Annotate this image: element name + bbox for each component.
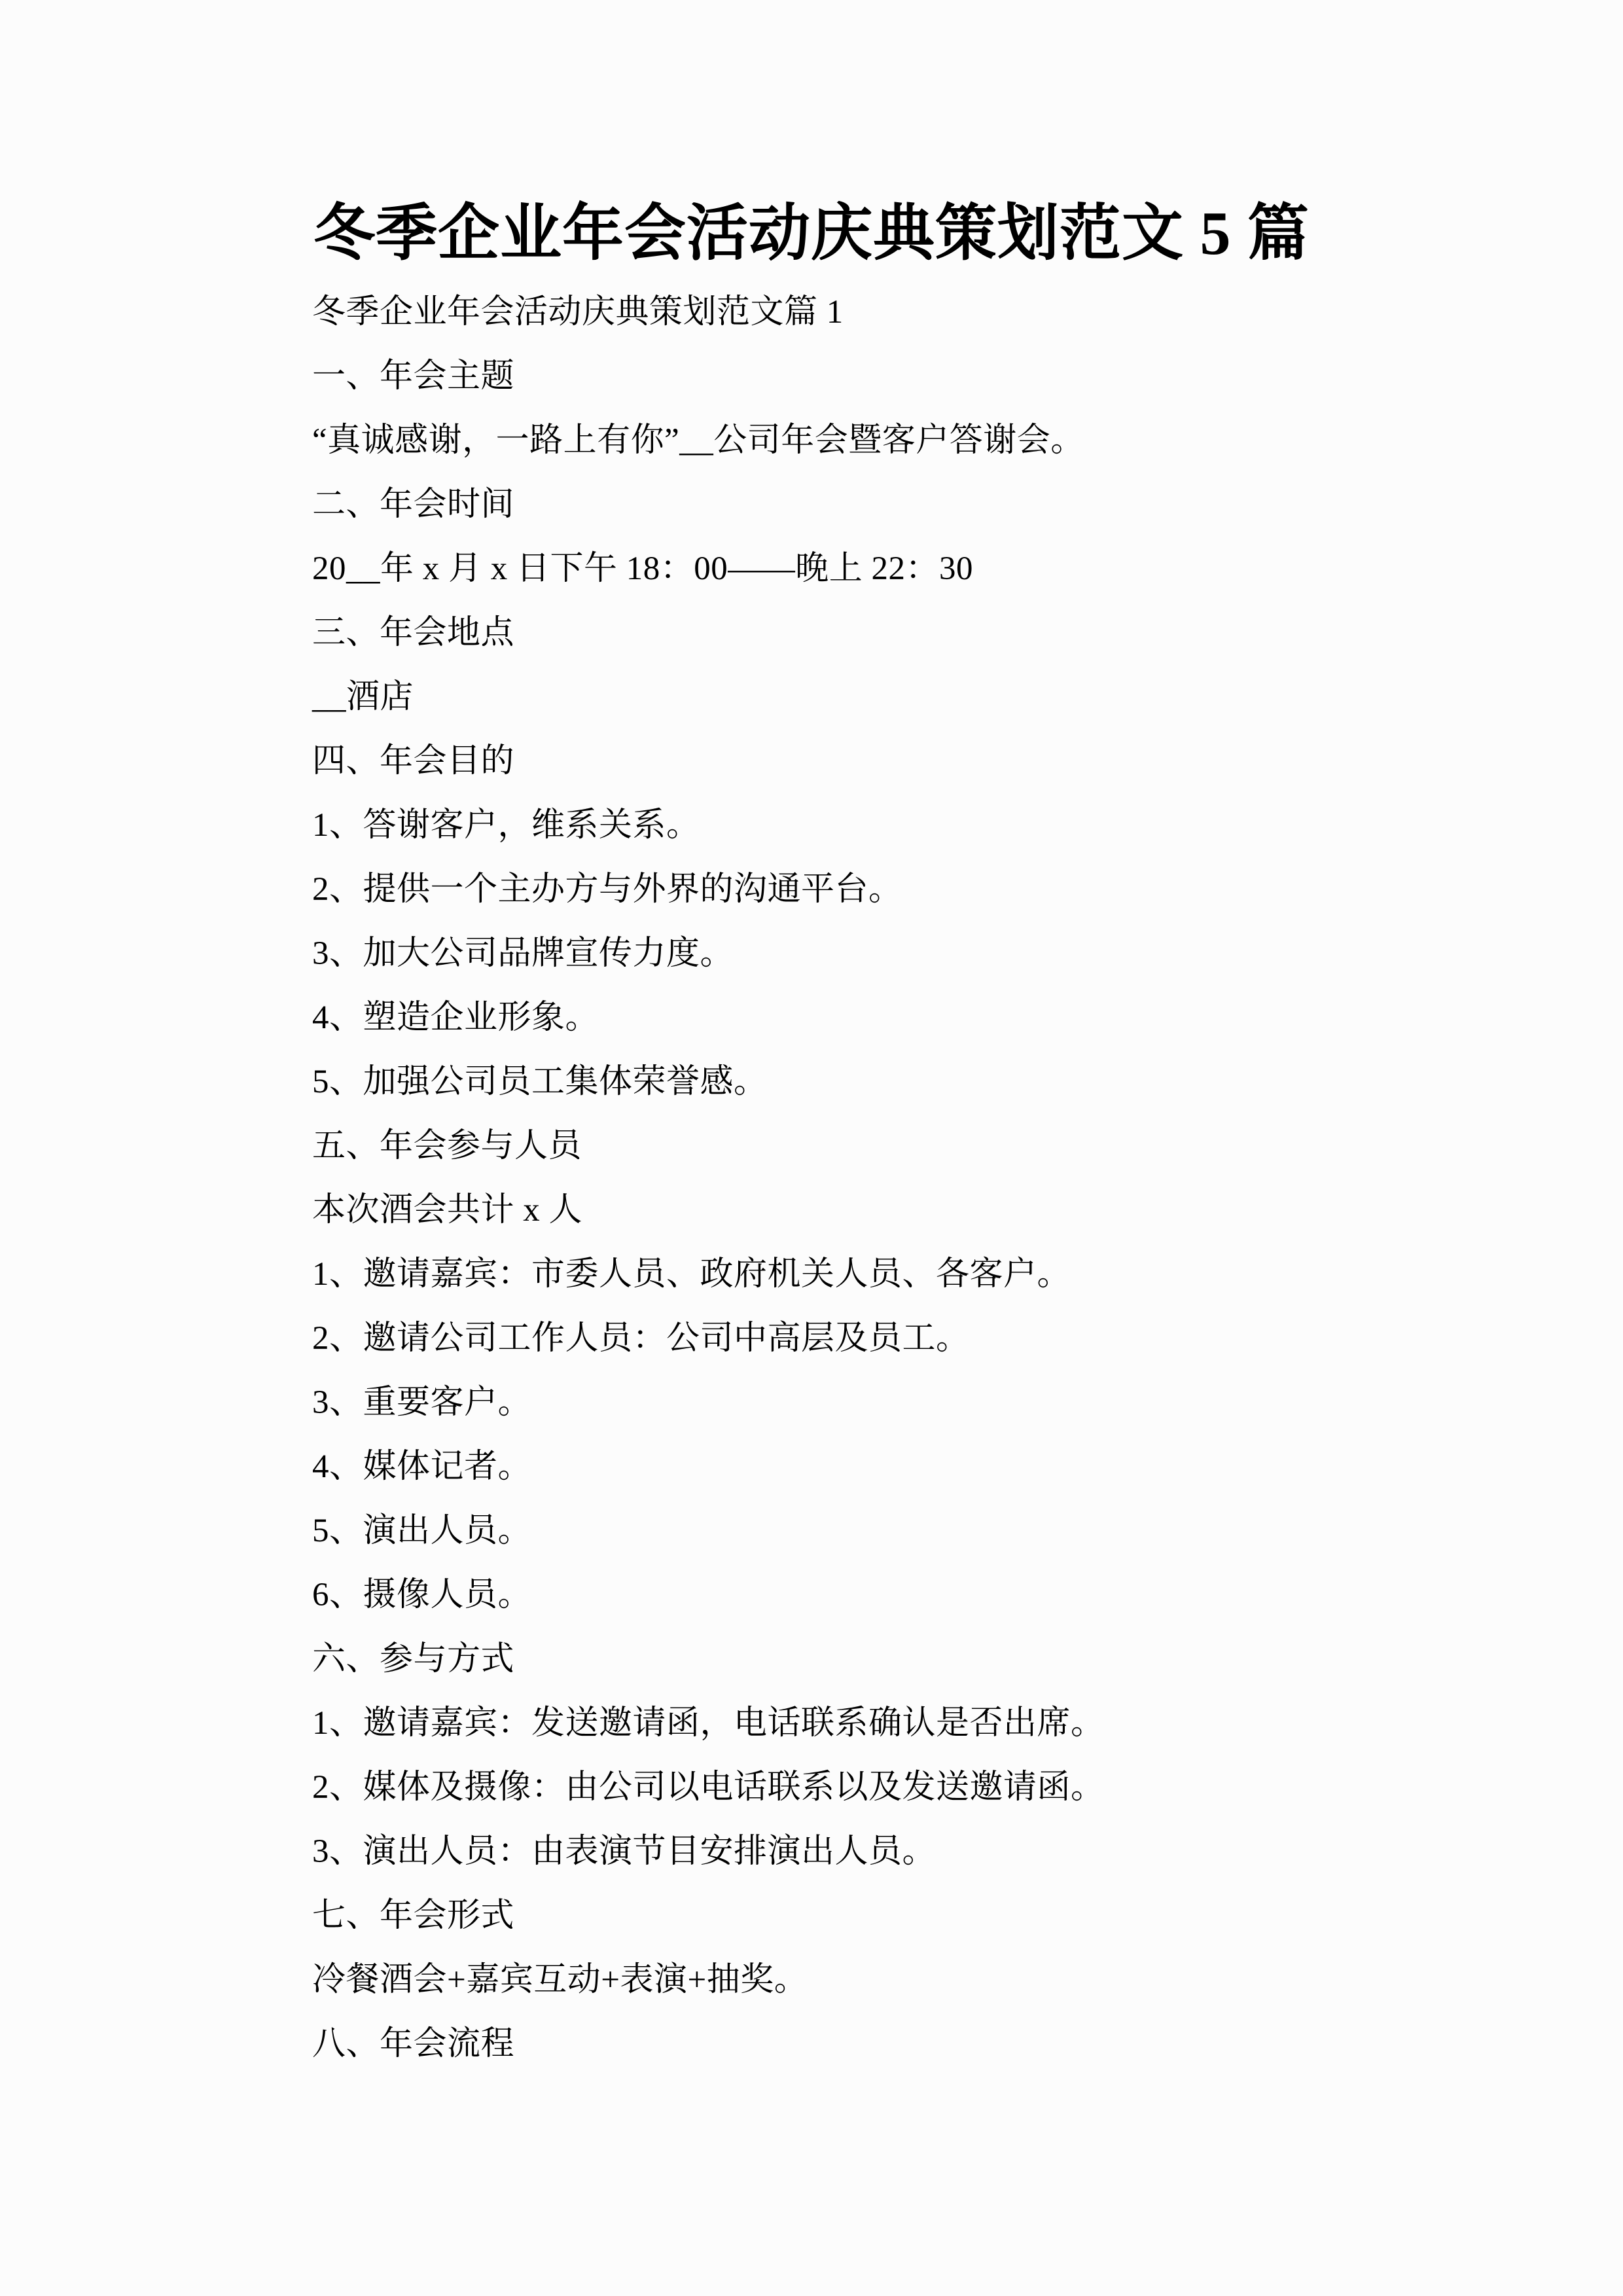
paragraph-line: 4、媒体记者。 [312,1448,532,1485]
paragraph-line: 1、答谢客户，维系关系。 [312,807,700,844]
document-title: 冬季企业年会活动庆典策划范文 5 篇 [313,200,1310,268]
paragraph-line: 6、摄像人员。 [312,1577,532,1613]
paragraph-line: __酒店 [312,679,414,715]
paragraph-line: 2、媒体及摄像：由公司以电话联系以及发送邀请函。 [312,1769,1105,1806]
paragraph-line: 1、邀请嘉宾：发送邀请函，电话联系确认是否出席。 [312,1705,1105,1742]
paragraph-line: 四、年会目的 [312,743,515,780]
paragraph-line: 20__年 x 月 x 日下午 18：00——晚上 22：30 [312,550,974,587]
paragraph-line: 三、年会地点 [312,615,515,651]
paragraph-line: 五、年会参与人员 [312,1128,582,1164]
paragraph-line: 冬季企业年会活动庆典策划范文篇 1 [312,294,844,331]
paragraph-line: 六、参与方式 [312,1641,515,1677]
paragraph-line: “真诚感谢，一路上有你”__公司年会暨客户答谢会。 [312,422,1084,459]
paragraph-line: 八、年会流程 [312,2026,515,2062]
paragraph-line: 冷餐酒会+嘉宾互动+表演+抽奖。 [312,1962,808,1998]
paragraph-line: 2、提供一个主办方与外界的沟通平台。 [312,871,902,908]
paragraph-line: 一、年会主题 [312,358,515,395]
paragraph-line: 3、演出人员：由表演节目安排演出人员。 [312,1833,936,1870]
paragraph-line: 4、塑造企业形象。 [312,999,599,1036]
paragraph-list [0,274,1623,2076]
paragraph-line: 1、邀请嘉宾：市委人员、政府机关人员、各客户。 [312,1256,1071,1293]
paragraph-line: 5、演出人员。 [312,1513,532,1549]
paragraph-line: 3、加大公司品牌宣传力度。 [312,935,734,972]
paragraph-line: 二、年会时间 [312,486,515,523]
paragraph-line: 2、邀请公司工作人员：公司中高层及员工。 [312,1320,970,1357]
paragraph-line: 5、加强公司员工集体荣誉感。 [312,1064,768,1100]
paragraph-line: 七、年会形式 [312,1897,515,1934]
paragraph-line: 3、重要客户。 [312,1384,532,1421]
paragraph-line: 本次酒会共计 x 人 [312,1192,583,1229]
